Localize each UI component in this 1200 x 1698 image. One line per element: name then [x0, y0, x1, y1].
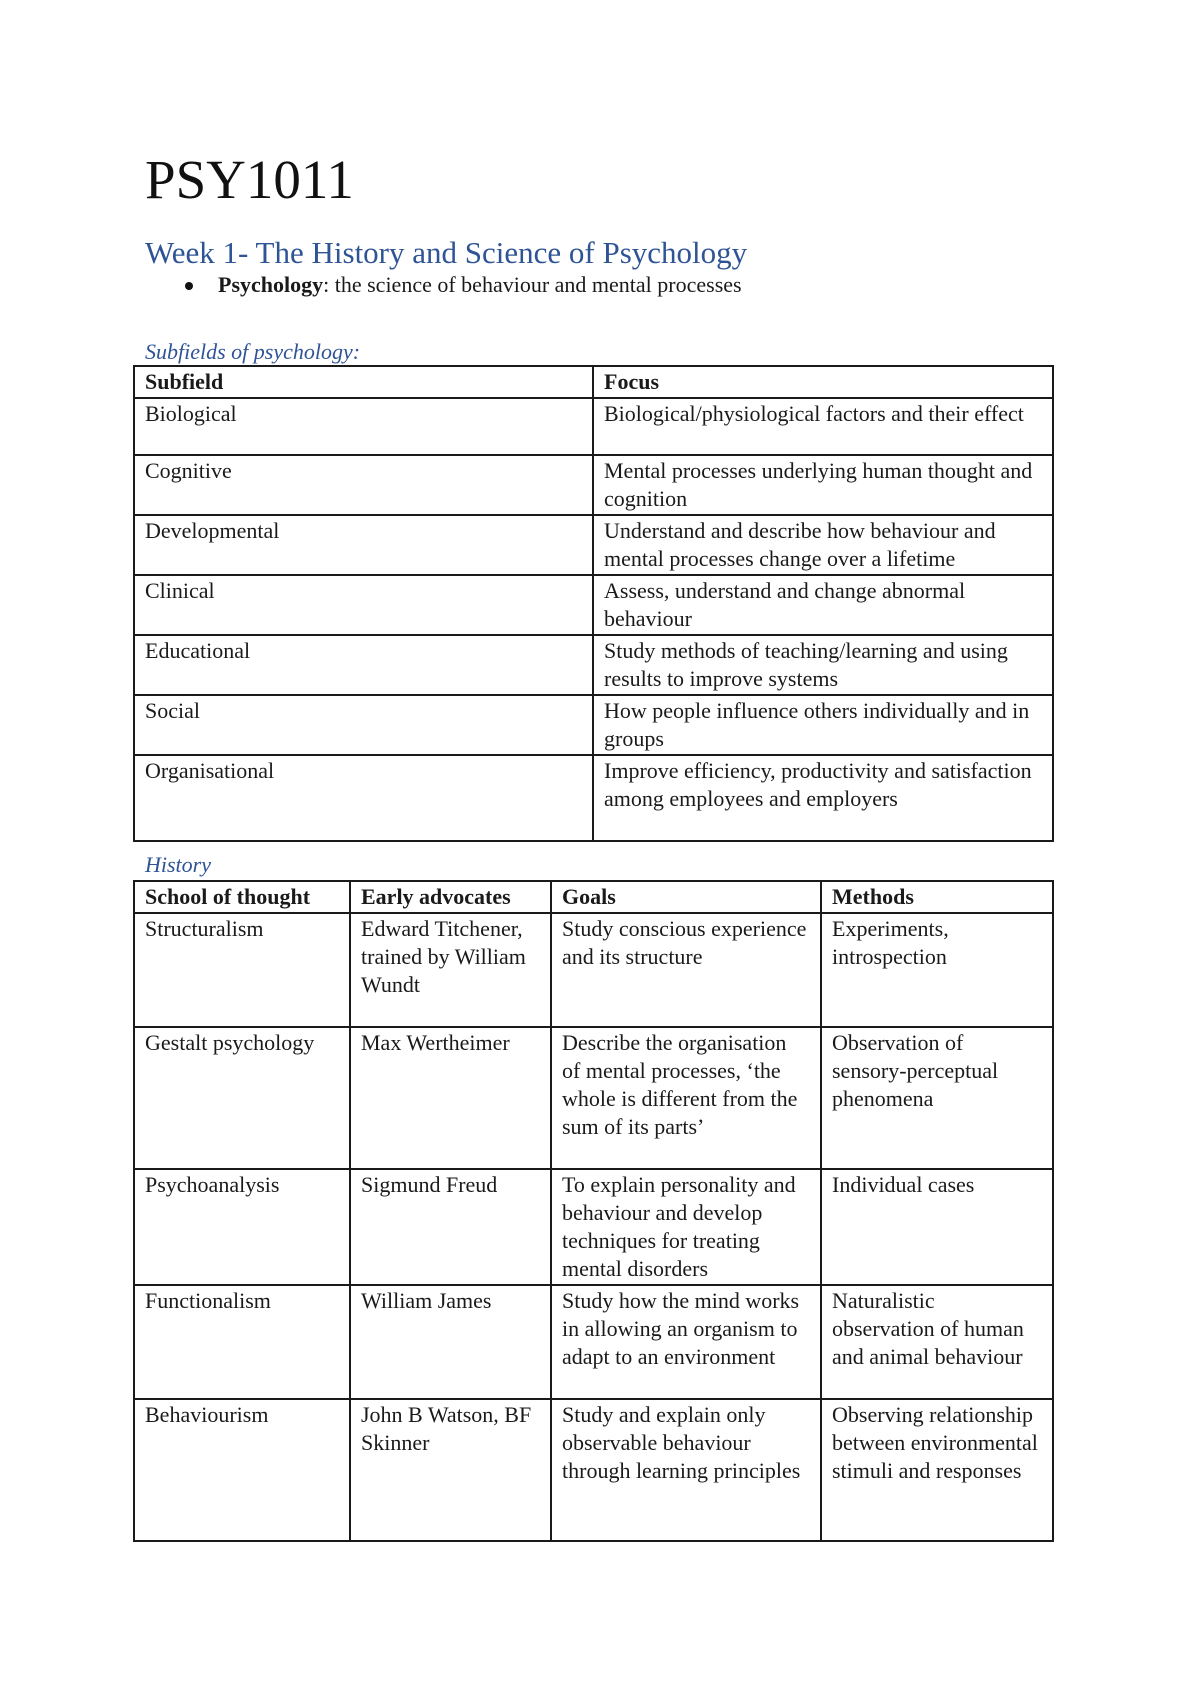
goals-cell: Study conscious experience and its structure — [551, 913, 821, 1027]
focus-cell: Understand and describe how behaviour and mental processes change over a lifetime — [593, 515, 1053, 575]
subfield-cell: Clinical — [134, 575, 593, 635]
subfield-cell: Organisational — [134, 755, 593, 841]
advocates-cell: Edward Titchener, trained by William Wundt — [350, 913, 551, 1027]
list-item — [185, 271, 742, 299]
subfield-cell: Biological — [134, 398, 593, 455]
school-cell: Behaviourism — [134, 1399, 350, 1541]
table-row — [134, 455, 1053, 515]
table-row — [134, 1399, 1053, 1541]
school-cell: Structuralism — [134, 913, 350, 1027]
definition-list — [185, 271, 742, 299]
goals-cell: To explain personality and behaviour and develop techniques for treating mental disorders — [551, 1169, 821, 1285]
table-row — [134, 1027, 1053, 1169]
table-row — [134, 575, 1053, 635]
table-row — [134, 913, 1053, 1027]
table-row — [134, 515, 1053, 575]
table-row — [134, 755, 1053, 841]
bullet-icon — [185, 282, 193, 290]
history-heading: History — [145, 852, 211, 877]
advocates-cell: John B Watson, BF Skinner — [350, 1399, 551, 1541]
column-header-subfield: Subfield — [134, 366, 593, 398]
subfield-cell: Educational — [134, 635, 593, 695]
subfields-heading: Subfields of psychology: — [145, 339, 361, 364]
table-row — [134, 1169, 1053, 1285]
advocates-cell: William James — [350, 1285, 551, 1399]
subfield-cell: Social — [134, 695, 593, 755]
advocates-cell: Sigmund Freud — [350, 1169, 551, 1285]
table-header-row — [134, 366, 1053, 398]
document-title: PSY1011 — [145, 149, 354, 210]
column-header-focus: Focus — [593, 366, 1053, 398]
goals-cell: Describe the organisation of mental processes, ‘the whole is different from the sum of its parts’ — [551, 1027, 821, 1169]
focus-cell: Assess, understand and change abnormal behaviour — [593, 575, 1053, 635]
subfield-cell: Cognitive — [134, 455, 593, 515]
focus-cell: Mental processes underlying human thought and cognition — [593, 455, 1053, 515]
table-header-row — [134, 881, 1053, 913]
subfield-cell: Developmental — [134, 515, 593, 575]
school-cell: Gestalt psychology — [134, 1027, 350, 1169]
methods-cell: Individual cases — [821, 1169, 1053, 1285]
goals-cell: Study and explain only observable behaviour through learning principles — [551, 1399, 821, 1541]
school-cell: Psychoanalysis — [134, 1169, 350, 1285]
school-cell: Functionalism — [134, 1285, 350, 1399]
column-header-school: School of thought — [134, 881, 350, 913]
week-heading: Week 1- The History and Science of Psychology — [145, 235, 748, 270]
goals-cell: Study how the mind works in allowing an organism to adapt to an environment — [551, 1285, 821, 1399]
focus-cell: Biological/physiological factors and their effect — [593, 398, 1053, 455]
history-table — [133, 880, 1054, 1542]
definition-term: Psychology — [218, 272, 324, 297]
methods-cell: Experiments, introspection — [821, 913, 1053, 1027]
focus-cell: Improve efficiency, productivity and satisfaction among employees and employers — [593, 755, 1053, 841]
methods-cell: Observing relationship between environmental stimuli and responses — [821, 1399, 1053, 1541]
methods-cell: Observation of sensory-perceptual phenomena — [821, 1027, 1053, 1169]
focus-cell: How people influence others individually and in groups — [593, 695, 1053, 755]
subfields-table — [133, 365, 1054, 842]
methods-cell: Naturalistic observation of human and animal behaviour — [821, 1285, 1053, 1399]
column-header-methods: Methods — [821, 881, 1053, 913]
table-row — [134, 398, 1053, 455]
table-row — [134, 695, 1053, 755]
advocates-cell: Max Wertheimer — [350, 1027, 551, 1169]
column-header-advocates: Early advocates — [350, 881, 551, 913]
definition-text: : the science of behaviour and mental processes — [323, 272, 742, 297]
focus-cell: Study methods of teaching/learning and using results to improve systems — [593, 635, 1053, 695]
table-row — [134, 1285, 1053, 1399]
column-header-goals: Goals — [551, 881, 821, 913]
table-row — [134, 635, 1053, 695]
